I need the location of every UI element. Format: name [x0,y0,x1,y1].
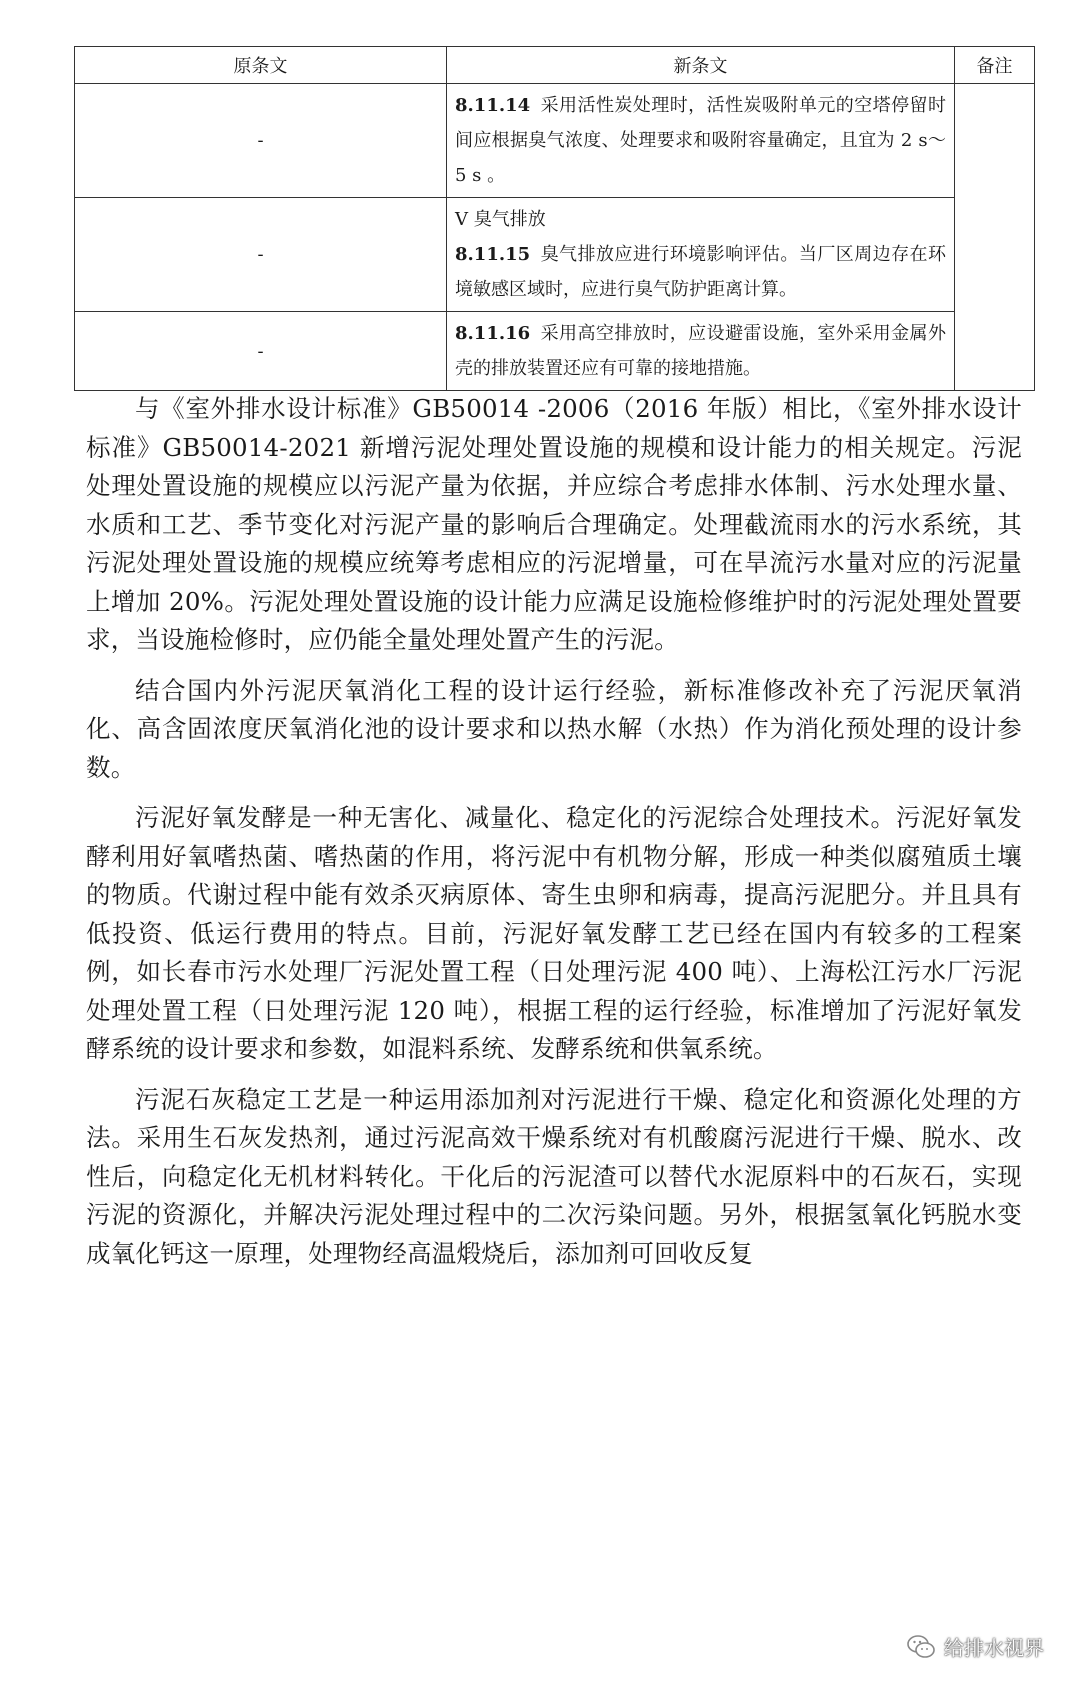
header-new: 新条文 [447,47,955,84]
paragraph: 污泥石灰稳定工艺是一种运用添加剂对污泥进行干燥、稳定化和资源化处理的方法。采用生石灰发热剂，通过污泥高效干燥系统对有机酸腐污泥进行干燥、脱水、改性后，向稳定化无机材料转化。干化后的污泥渣可以替代水泥原料中的石灰石，实现污泥的资源化，并解决污泥处理过程中的二次污染问题。另外，根据氢氧化钙脱水变成氧化钙这一原理，处理物经高温煅烧后，添加剂可回收反复 [86,1084,1022,1268]
table-row [75,198,1035,312]
header-original: 原条文 [75,47,447,84]
paragraph: 结合国内外污泥厌氧消化工程的设计运行经验，新标准修改补充了污泥厌氧消化、高含固浓度厌氧消化池的设计要求和以热水解（水热）作为消化预处理的设计参数。 [86,675,1022,782]
clause-number: 8.11.14 [455,95,531,116]
new-clause-cell [447,198,955,312]
wechat-icon [906,1634,936,1660]
table-row [75,84,1035,198]
watermark [906,1632,1044,1661]
paragraph: 与《室外排水设计标准》GB50014 -2006（2016 年版）相比，《室外排水设计标准》GB50014-2021 新增污泥处理处置设施的规模和设计能力的相关规定。污泥处理处置设施的规模应以污泥产量为依据，并应综合考虑排水体制、污水处理水量、水质和工艺、季节变化对污泥产量的影响后合理确定。处理截流雨水的污水系统，其污泥处理处置设施的规模应统筹考虑相应的污泥增量，可在旱流污水量对应的污泥量上增加 20%。污泥处理处置设施的设计能力应满足设施检修维护时的污泥处理处置要求，当设施检修时，应仍能全量处理处置产生的污泥。 [86,394,1022,654]
clause-text: 采用活性炭处理时，活性炭吸附单元的空塔停留时间应根据臭气浓度、处理要求和吸附容量确定，且宜为 2 s～5 s 。 [455,95,946,186]
clause-text: 臭气排放应进行环境影响评估。当厂区周边存在环境敏感区域时，应进行臭气防护距离计算。 [455,244,946,300]
table-header-row [75,47,1035,84]
section-subhead: V 臭气排放 [455,209,546,230]
new-clause-cell [447,312,955,391]
clause-text: 采用高空排放时，应设避雷设施，室外采用金属外壳的排放装置还应有可靠的接地措施。 [455,323,946,379]
paragraph: 污泥好氧发酵是一种无害化、减量化、稳定化的污泥综合处理技术。污泥好氧发酵利用好氧嗜热菌、嗜热菌的作用，将污泥中有机物分解，形成一种类似腐殖质土壤的物质。代谢过程中能有效杀灭病原体、寄生虫卵和病毒，提高污泥肥分。并且具有低投资、低运行费用的特点。目前，污泥好氧发酵工艺已经在国内有较多的工程案例，如长春市污水处理厂污泥处置工程（日处理污泥 400 吨）、上海松江污水厂污泥处理处置工程（日处理污泥 120 吨），根据工程的运行经验，标准增加了污泥好氧发酵系统的设计要求和参数，如混料系统、发酵系统和供氧系统。 [86,803,1022,1063]
new-clause-cell [447,84,955,198]
original-cell: - [75,198,447,312]
watermark-text: 给排水视界 [944,1636,1044,1660]
body-text [86,390,1022,1285]
header-remark: 备注 [955,47,1035,84]
clause-number: 8.11.15 [455,244,531,265]
original-cell: - [75,84,447,198]
original-cell: - [75,312,447,391]
table-row [75,312,1035,391]
comparison-table [74,46,1035,391]
clause-number: 8.11.16 [455,323,531,344]
remark-cell [955,84,1035,391]
